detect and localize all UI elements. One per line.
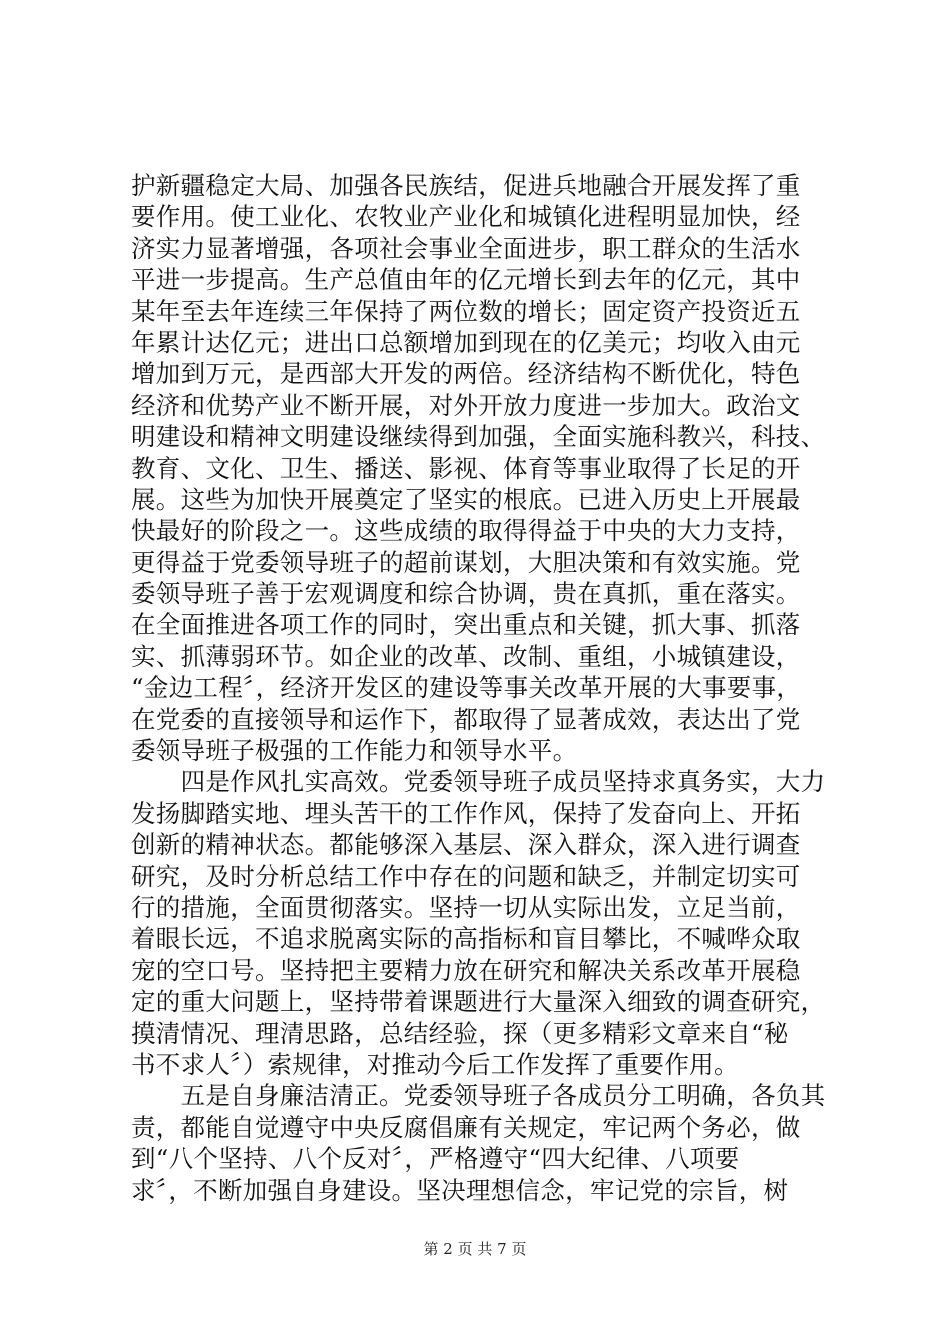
text-line: 行的措施，全面贯彻落实。坚持一切从实际出发，立足当前， [131, 892, 801, 922]
body-text [131, 170, 831, 1206]
text-line: 书不求人〞）索规律，对推动今后工作发挥了重要作用。 [131, 1049, 739, 1079]
text-line: 展。这些为加快开展奠定了坚实的根底。已进入历史上开展最 [131, 484, 801, 514]
text-line: 年累计达亿元；进出口总额增加到现在的亿美元；均收入由元 [131, 327, 801, 357]
text-line: 在全面推进各项工作的同时，突出重点和关键，抓大事、抓落 [131, 610, 801, 640]
text-line: 到“八个坚持、八个反对〞，严格遵守“四大纪律、八项要 [131, 1144, 740, 1174]
text-line: 更得益于党委领导班子的超前谋划，大胆决策和有效实施。党 [131, 547, 801, 577]
text-line: 宠的空口号。坚持把主要精力放在研究和解决关系改革开展稳 [131, 955, 801, 985]
text-line: 发扬脚踏实地、埋头苦干的工作作风，保持了发奋向上、开拓 [131, 798, 801, 828]
text-line: 着眼长远，不追求脱离实际的高指标和盲目攀比，不喊哗众取 [131, 924, 801, 954]
text-line: 求〞，不断加强自身建设。坚决理想信念，牢记党的宗旨，树 [131, 1175, 789, 1205]
text-line: 研究，及时分析总结工作中存在的问题和缺乏，并制定切实可 [131, 861, 801, 891]
text-line: 创新的精神状态。都能够深入基层、深入群众，深入进行调查 [131, 830, 801, 860]
text-line: 五是自身廉洁清正。党委领导班子各成员分工明确，各负其 [131, 1081, 826, 1111]
text-line: 济实力显著增强，各项社会事业全面进步，职工群众的生活水 [131, 233, 801, 263]
text-line: 责，都能自觉遵守中央反腐倡廉有关规定，牢记两个务必，做 [131, 1112, 801, 1142]
text-line: 实、抓薄弱环节。如企业的改革、改制、重组，小城镇建设， [131, 641, 801, 671]
text-line: 平进一步提高。生产总值由年的亿元增长到去年的亿元，其中 [131, 265, 801, 295]
text-line: 明建设和精神文明建设继续得到加强，全面实施科教兴，科技、 [131, 422, 826, 452]
text-line: 教育、文化、卫生、播送、影视、体育等事业取得了长足的开 [131, 453, 801, 483]
text-line: 摸清情况、理清思路，总结经验，探（更多精彩文章来自“秘 [131, 1018, 789, 1048]
text-line: 定的重大问题上，坚持带着课题进行大量深入细致的调查研究， [131, 987, 826, 1017]
text-line: 委领导班子极强的工作能力和领导水平。 [131, 736, 578, 766]
text-line: 增加到万元，是西部大开发的两倍。经济结构不断优化，特色 [131, 359, 801, 389]
text-line: 某年至去年连续三年保持了两位数的增长；固定资产投资近五 [131, 296, 801, 326]
text-line: 护新疆稳定大局、加强各民族结，促进兵地融合开展发挥了重 [131, 171, 801, 200]
text-line: “金边工程〞，经济开发区的建设等事关改革开展的大事要事， [131, 673, 802, 703]
text-line: 在党委的直接领导和运作下，都取得了显著成效，表达出了党 [131, 704, 801, 734]
page-footer: 第 2 页 共 7 页 [423, 1240, 527, 1258]
text-line: 经济和优势产业不断开展，对外开放力度进一步加大。政治文 [131, 390, 801, 420]
text-line: 委领导班子善于宏观调度和综合协调，贵在真抓，重在落实。 [131, 579, 801, 609]
text-line: 要作用。使工业化、农牧业产业化和城镇化进程明显加快，经 [131, 202, 801, 232]
text-line: 快最好的阶段之一。这些成绩的取得得益于中央的大力支持， [131, 516, 801, 546]
text-line: 四是作风扎实高效。党委领导班子成员坚持求真务实，大力 [131, 767, 826, 797]
